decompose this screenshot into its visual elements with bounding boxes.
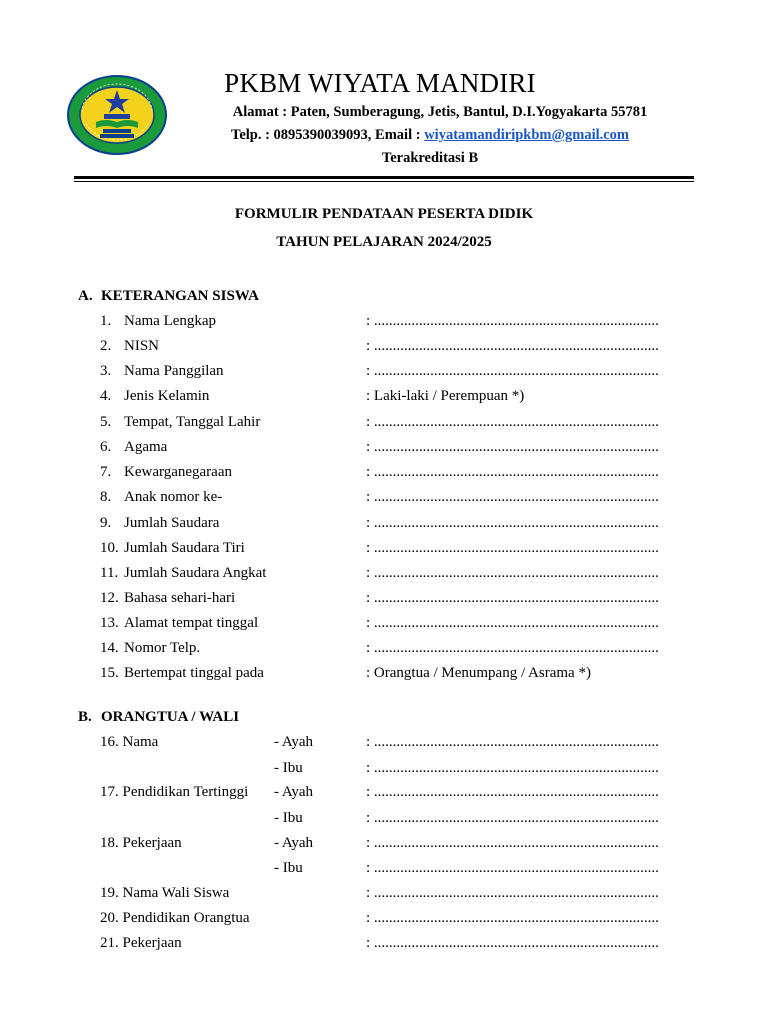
org-address: Alamat : Paten, Sumberagung, Jetis, Bantul, D.I.Yogyakarta 55781 (232, 104, 648, 120)
form-row (0, 489, 768, 511)
field-label: Bertempat tinggal pada (124, 665, 264, 681)
field-entry-line[interactable]: : ............................................................................ (366, 439, 659, 455)
field-entry-line[interactable]: : ............................................................................ (366, 810, 659, 826)
field-entry-line[interactable]: : ............................................................................ (366, 590, 659, 606)
row-number: 10. (100, 540, 119, 556)
parent-sublabel: - Ibu (274, 860, 303, 876)
form-row (0, 464, 768, 486)
form-row (0, 540, 768, 562)
field-entry-line[interactable]: : ............................................................................ (366, 338, 659, 354)
field-label: Kewarganegaraan (124, 464, 232, 480)
field-entry-line[interactable]: : ............................................................................ (366, 489, 659, 505)
field-label: Nomor Telp. (124, 640, 201, 656)
form-row (0, 590, 768, 612)
parent-sublabel: - Ayah (274, 734, 314, 750)
field-entry-line[interactable]: : ............................................................................ (366, 464, 659, 480)
accreditation: Terakreditasi B (381, 150, 479, 166)
form-row (0, 860, 768, 882)
form-row (0, 615, 768, 637)
field-entry-line[interactable]: : ............................................................................ (366, 540, 659, 556)
header-rule-thick (74, 176, 694, 179)
field-entry-line[interactable]: : ............................................................................ (366, 313, 659, 329)
pkbm-logo (66, 74, 168, 156)
gender-options[interactable]: : Laki-laki / Perempuan *) (366, 388, 525, 404)
field-entry-line[interactable]: : ............................................................................ (366, 760, 659, 776)
field-label: Jumlah Saudara Angkat (124, 565, 267, 581)
field-label: 20. Pendidikan Orangtua (100, 910, 250, 926)
form-row (0, 515, 768, 537)
academic-year: TAHUN PELAJARAN 2024/2025 (276, 234, 492, 250)
form-row (0, 910, 768, 932)
field-entry-line[interactable]: : ............................................................................ (366, 734, 659, 750)
field-entry-line[interactable]: : ............................................................................ (366, 910, 659, 926)
form-row (0, 734, 768, 756)
field-label: Jumlah Saudara (124, 515, 220, 531)
parent-sublabel: - Ayah (274, 835, 314, 851)
field-entry-line[interactable]: : ............................................................................ (366, 835, 659, 851)
form-row (0, 885, 768, 907)
parent-sublabel: - Ibu (274, 760, 303, 776)
field-label: 16. Nama (100, 734, 159, 750)
row-number: 13. (100, 615, 119, 631)
parent-sublabel: - Ayah (274, 784, 314, 800)
field-entry-line[interactable]: : ............................................................................ (366, 860, 659, 876)
form-row (0, 439, 768, 461)
row-number: 9. (100, 515, 112, 531)
row-number: 4. (100, 388, 112, 404)
row-number: 7. (100, 464, 112, 480)
form-row (0, 835, 768, 857)
form-row (0, 935, 768, 957)
section-a-title: KETERANGAN SISWA (101, 288, 259, 304)
row-number: 6. (100, 439, 112, 455)
field-label: Jenis Kelamin (124, 388, 210, 404)
form-row (0, 760, 768, 782)
field-label: 19. Nama Wali Siswa (100, 885, 230, 901)
field-label: 18. Pekerjaan (100, 835, 182, 851)
field-label: Nama Lengkap (124, 313, 217, 329)
field-entry-line[interactable]: : ............................................................................ (366, 515, 659, 531)
field-label: Anak nomor ke- (124, 489, 223, 505)
field-entry-line[interactable]: : ............................................................................ (366, 615, 659, 631)
row-number: 5. (100, 414, 112, 430)
form-row (0, 338, 768, 360)
form-title: FORMULIR PENDATAAN PESERTA DIDIK (234, 206, 534, 222)
field-entry-line[interactable]: : ............................................................................ (366, 885, 659, 901)
row-number: 1. (100, 313, 112, 329)
field-label: Alamat tempat tinggal (124, 615, 259, 631)
residence-options[interactable]: : Orangtua / Menumpang / Asrama *) (366, 665, 591, 681)
org-email-link[interactable]: wiyatamandiripkbm@gmail.com (424, 127, 630, 143)
form-row (0, 810, 768, 832)
field-entry-line[interactable]: : ............................................................................ (366, 363, 659, 379)
section-a-heading (78, 288, 259, 305)
row-number: 11. (100, 565, 119, 581)
form-row (0, 363, 768, 385)
org-name: PKBM WIYATA MANDIRI (224, 68, 536, 98)
org-phone: Telp. : 0895390039093, Email : (230, 127, 425, 143)
field-entry-line[interactable]: : ............................................................................ (366, 935, 659, 951)
row-number: 8. (100, 489, 112, 505)
form-row (0, 665, 768, 687)
field-entry-line[interactable]: : ............................................................................ (366, 640, 659, 656)
section-b-heading (78, 709, 239, 726)
field-label: Agama (124, 439, 168, 455)
form-row (0, 414, 768, 436)
field-entry-line[interactable]: : ............................................................................ (366, 414, 659, 430)
field-entry-line[interactable]: : ............................................................................ (366, 565, 659, 581)
row-number: 2. (100, 338, 112, 354)
row-number: 3. (100, 363, 112, 379)
field-label: NISN (124, 338, 160, 354)
field-label: 21. Pekerjaan (100, 935, 182, 951)
header-rule-thin (74, 181, 694, 182)
section-b-letter: B. (78, 709, 92, 725)
row-number: 12. (100, 590, 119, 606)
field-entry-line[interactable]: : ............................................................................ (366, 784, 659, 800)
parent-sublabel: - Ibu (274, 810, 303, 826)
field-label: Nama Panggilan (124, 363, 224, 379)
section-b-title: ORANGTUA / WALI (101, 709, 240, 725)
form-row (0, 565, 768, 587)
form-row (0, 640, 768, 662)
field-label: Tempat, Tanggal Lahir (124, 414, 261, 430)
row-number: 15. (100, 665, 119, 681)
form-row (0, 784, 768, 806)
org-contact (170, 127, 690, 144)
field-label: Jumlah Saudara Tiri (124, 540, 245, 556)
field-label: 17. Pendidikan Tertinggi (100, 784, 249, 800)
field-label: Bahasa sehari-hari (124, 590, 236, 606)
row-number: 14. (100, 640, 119, 656)
form-row (0, 313, 768, 335)
form-row (0, 388, 768, 410)
section-a-letter: A. (78, 288, 93, 304)
